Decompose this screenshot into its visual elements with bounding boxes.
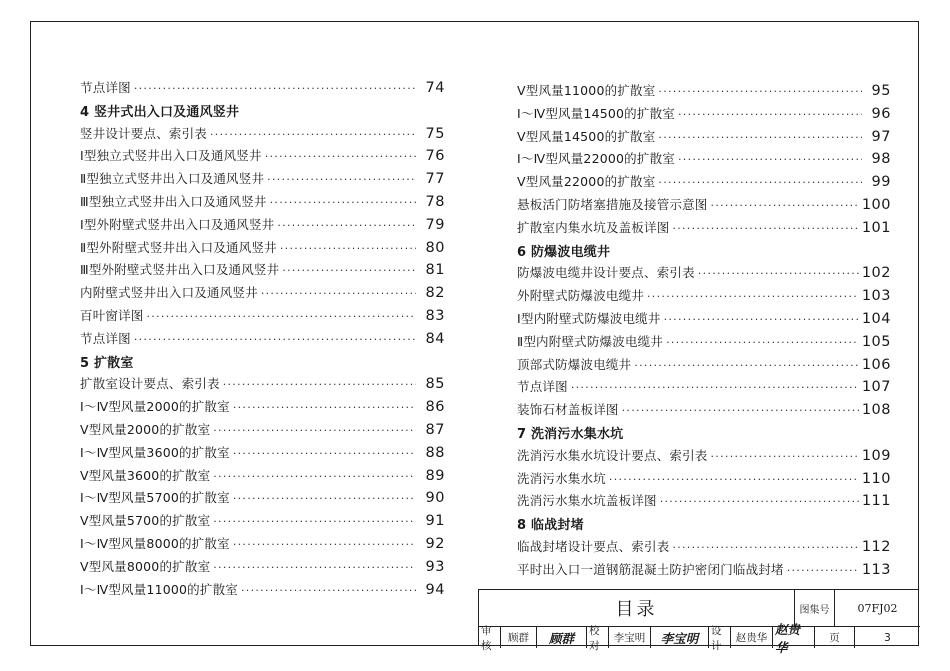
toc-entry-title: Ⅴ型风量3600的扩散室 <box>80 467 211 483</box>
toc-page-number: 88 <box>425 444 445 461</box>
toc-entry-title: 扩散室设计要点、索引表 <box>80 376 220 392</box>
toc-page-number: 77 <box>425 171 445 188</box>
dot-leader <box>678 108 862 121</box>
section-title: 5 扩散室 <box>80 355 134 371</box>
dot-leader <box>213 561 416 574</box>
toc-page-number: 98 <box>871 151 891 168</box>
section-title: 4 竖井式出入口及通风竖井 <box>80 104 240 120</box>
designer-signature: 赵贵华 <box>773 627 815 648</box>
toc-page-number: 87 <box>425 421 445 438</box>
dot-leader <box>241 584 416 597</box>
toc-entry-title: 洗消污水集水坑 <box>517 470 606 486</box>
toc-section-heading <box>80 352 445 375</box>
toc-page-number: 86 <box>425 399 445 416</box>
dot-leader <box>147 310 416 323</box>
toc-section-heading <box>80 101 445 124</box>
dot-leader <box>233 492 416 505</box>
dot-leader <box>672 222 858 235</box>
dot-leader <box>664 313 859 326</box>
dot-leader <box>658 85 862 98</box>
toc-page-number: 76 <box>425 148 445 165</box>
dot-leader <box>265 150 416 163</box>
toc-page-number: 95 <box>871 83 891 99</box>
toc-page-number: 109 <box>861 447 891 464</box>
toc-entry-title: 节点详图 <box>80 330 131 346</box>
doc-title: 目录 <box>479 590 795 626</box>
toc-entry-title: Ⅰ～Ⅳ型风量2000的扩散室 <box>80 399 230 415</box>
toc-entry[interactable] <box>80 124 445 147</box>
toc-right-column <box>517 81 891 583</box>
toc-entry[interactable] <box>517 355 891 378</box>
checker-name: 李宝明 <box>609 627 651 648</box>
dot-leader <box>711 450 859 463</box>
dot-leader <box>280 242 416 255</box>
toc-entry-title: 悬板活门防堵塞措施及接管示意图 <box>517 196 708 212</box>
toc-entry[interactable] <box>517 81 891 104</box>
toc-entry-title: 装饰石材盖板详图 <box>517 402 619 418</box>
toc-entry[interactable] <box>80 215 445 238</box>
toc-entry[interactable] <box>80 580 445 603</box>
atlas-number-value: 07FJ02 <box>857 601 898 615</box>
toc-page-number: 94 <box>425 581 445 598</box>
toc-page-number: 107 <box>861 379 891 396</box>
dot-leader <box>233 538 416 551</box>
toc-entry[interactable] <box>80 466 445 489</box>
toc-page-number: 112 <box>861 538 891 555</box>
toc-entry-title: 平时出入口一道钢筋混凝土防护密闭门临战封堵 <box>517 561 784 577</box>
toc-page-number: 103 <box>861 288 891 305</box>
toc-entry[interactable] <box>517 491 891 514</box>
toc-page-number: 83 <box>425 307 445 324</box>
toc-page-number: 106 <box>861 356 891 373</box>
toc-page-number: 82 <box>425 285 445 302</box>
toc-entry-title: Ⅰ～Ⅳ型风量14500的扩散室 <box>517 105 675 121</box>
dot-leader <box>223 378 416 391</box>
check-label: 校对 <box>587 627 609 648</box>
toc-entry[interactable] <box>517 332 891 355</box>
toc-entry[interactable] <box>80 169 445 192</box>
toc-entry-title: Ⅰ～Ⅳ型风量3600的扩散室 <box>80 444 230 460</box>
dot-leader <box>233 447 416 460</box>
dot-leader <box>270 196 416 209</box>
toc-entry-title: 节点详图 <box>517 379 568 395</box>
dot-leader <box>134 333 416 346</box>
toc-entry[interactable] <box>80 283 445 306</box>
toc-page-number: 102 <box>861 265 891 282</box>
toc-entry-title: Ⅰ型内附壁式防爆波电缆井 <box>517 310 661 326</box>
toc-section-heading <box>517 514 891 537</box>
design-label: 设计 <box>709 627 731 648</box>
toc-entry-title: Ⅴ型风量14500的扩散室 <box>517 128 656 144</box>
toc-entry[interactable] <box>517 218 891 241</box>
dot-leader <box>698 267 859 280</box>
toc-page-number: 89 <box>425 467 445 484</box>
toc-entry[interactable] <box>80 78 445 101</box>
dot-leader <box>660 495 859 508</box>
toc-entry[interactable] <box>517 286 891 309</box>
toc-page-number: 80 <box>425 239 445 256</box>
toc-page-number: 96 <box>871 105 891 122</box>
toc-entry-title: Ⅴ型风量8000的扩散室 <box>80 558 211 574</box>
toc-page-number: 78 <box>425 193 445 210</box>
dot-leader <box>647 290 859 303</box>
toc-entry[interactable] <box>517 127 891 150</box>
toc-entry[interactable] <box>517 195 891 218</box>
toc-entry[interactable] <box>517 104 891 127</box>
dot-leader <box>267 173 416 186</box>
dot-leader <box>678 153 862 166</box>
toc-entry[interactable] <box>80 329 445 352</box>
toc-page-number: 75 <box>425 125 445 142</box>
toc-page-number: 108 <box>861 402 891 419</box>
section-title: 6 防爆波电缆井 <box>517 244 611 260</box>
toc-entry[interactable] <box>80 443 445 466</box>
toc-entry-title: Ⅱ型独立式竖井出入口及通风竖井 <box>80 171 265 187</box>
toc-entry-title: Ⅰ～Ⅳ型风量8000的扩散室 <box>80 535 230 551</box>
toc-section-heading <box>517 241 891 264</box>
toc-entry[interactable] <box>80 306 445 329</box>
dot-leader <box>261 287 416 300</box>
review-label: 审核 <box>479 627 501 648</box>
toc-entry[interactable] <box>80 534 445 557</box>
toc-page-number: 84 <box>425 330 445 347</box>
checker-signature: 李宝明 <box>651 627 709 648</box>
dot-leader <box>210 128 416 141</box>
toc-entry-title: 洗消污水集水坑设计要点、索引表 <box>517 447 708 463</box>
toc-page-number: 101 <box>861 219 891 236</box>
section-title: 8 临战封堵 <box>517 518 584 534</box>
toc-left-column <box>80 78 445 602</box>
toc-entry-title: 外附壁式防爆波电缆井 <box>517 288 645 304</box>
dot-leader <box>282 264 416 277</box>
section-title: 7 洗消污水集水坑 <box>517 426 624 442</box>
toc-entry[interactable] <box>80 146 445 169</box>
toc-entry-title: Ⅰ～Ⅳ型风量11000的扩散室 <box>80 581 238 597</box>
toc-page-number: 105 <box>861 333 891 350</box>
toc-entry[interactable] <box>80 260 445 283</box>
toc-entry-title: 防爆波电缆井设计要点、索引表 <box>517 265 695 281</box>
toc-page-number: 92 <box>425 535 445 552</box>
toc-entry[interactable] <box>517 469 891 492</box>
toc-entry-title: Ⅴ型风量22000的扩散室 <box>517 174 656 190</box>
toc-entry[interactable] <box>517 263 891 286</box>
toc-page-number: 110 <box>861 470 891 487</box>
designer-name: 赵贵华 <box>731 627 773 648</box>
toc-entry[interactable] <box>80 511 445 534</box>
toc-entry[interactable] <box>517 560 891 583</box>
reviewer-signature: 顾群 <box>537 627 587 648</box>
toc-entry[interactable] <box>80 557 445 580</box>
toc-entry[interactable] <box>80 397 445 420</box>
toc-entry[interactable] <box>517 446 891 469</box>
toc-page-number: 91 <box>425 513 445 530</box>
toc-page-number: 99 <box>871 174 891 191</box>
toc-entry-title: 内附壁式竖井出入口及通风竖井 <box>80 285 258 301</box>
toc-entry-title: Ⅴ型风量2000的扩散室 <box>80 421 211 437</box>
dot-leader <box>658 131 862 144</box>
toc-page-number: 97 <box>871 128 891 145</box>
approval-row <box>479 621 920 655</box>
dot-leader <box>711 199 859 212</box>
toc-entry-title: Ⅴ型风量5700的扩散室 <box>80 513 211 529</box>
toc-entry-title: 顶部式防爆波电缆井 <box>517 356 632 372</box>
page-number: 3 <box>884 631 891 644</box>
toc-entry[interactable] <box>517 377 891 400</box>
toc-entry-title: Ⅰ～Ⅳ型风量5700的扩散室 <box>80 490 230 506</box>
dot-leader <box>634 359 859 372</box>
toc-page-number: 113 <box>861 561 891 578</box>
toc-entry-title: Ⅰ型外附壁式竖井出入口及通风竖井 <box>80 216 275 232</box>
dot-leader <box>233 401 416 414</box>
toc-entry[interactable] <box>80 374 445 397</box>
toc-page-number: 111 <box>861 493 891 510</box>
toc-entry-title: 临战封堵设计要点、索引表 <box>517 538 670 554</box>
toc-entry[interactable] <box>517 149 891 172</box>
atlas-number-label: 图集号 <box>795 590 835 626</box>
toc-entry-title: Ⅱ型内附壁式防爆波电缆井 <box>517 333 664 349</box>
toc-page-number: 100 <box>861 196 891 213</box>
toc-page-number: 81 <box>425 262 445 279</box>
dot-leader <box>787 564 859 577</box>
dot-leader <box>213 515 416 528</box>
dot-leader <box>213 424 416 437</box>
toc-page-number: 74 <box>425 80 445 96</box>
title-block <box>478 589 919 655</box>
toc-entry-title: Ⅰ～Ⅳ型风量22000的扩散室 <box>517 151 675 167</box>
toc-entry-title: 洗消污水集水坑盖板详图 <box>517 493 657 509</box>
toc-entry[interactable] <box>517 400 891 423</box>
toc-entry-title: 百叶窗详图 <box>80 307 144 323</box>
dot-leader <box>672 541 858 554</box>
toc-page-number: 90 <box>425 490 445 507</box>
dot-leader <box>622 404 859 417</box>
toc-entry-title: 节点详图 <box>80 80 131 95</box>
toc-entry-title: Ⅰ型独立式竖井出入口及通风竖井 <box>80 148 262 164</box>
toc-entry[interactable] <box>80 192 445 215</box>
dot-leader <box>609 473 859 486</box>
toc-entry-title: Ⅴ型风量11000的扩散室 <box>517 83 656 98</box>
reviewer-name: 顾群 <box>501 627 537 648</box>
dot-leader <box>666 336 859 349</box>
dot-leader <box>658 176 862 189</box>
toc-entry-title: Ⅱ型外附壁式竖井出入口及通风竖井 <box>80 239 277 255</box>
toc-entry-title: 竖井设计要点、索引表 <box>80 125 208 141</box>
page-label: 页 <box>815 627 855 648</box>
dot-leader <box>213 470 416 483</box>
toc-entry-title: Ⅲ型外附壁式竖井出入口及通风竖井 <box>80 262 280 278</box>
dot-leader <box>277 219 416 232</box>
dot-leader <box>571 381 859 394</box>
toc-entry-title: Ⅲ型独立式竖井出入口及通风竖井 <box>80 193 267 209</box>
toc-entry[interactable] <box>80 238 445 261</box>
toc-entry[interactable] <box>517 309 891 332</box>
toc-page-number: 93 <box>425 558 445 575</box>
toc-entry[interactable] <box>517 172 891 195</box>
toc-page-number: 79 <box>425 216 445 233</box>
toc-entry-title: 扩散室内集水坑及盖板详图 <box>517 219 670 235</box>
toc-page-number: 85 <box>425 376 445 393</box>
toc-entry[interactable] <box>80 420 445 443</box>
toc-page-number: 104 <box>861 310 891 327</box>
toc-section-heading <box>517 423 891 446</box>
dot-leader <box>134 82 416 95</box>
toc-entry[interactable] <box>517 537 891 560</box>
toc-entry[interactable] <box>80 488 445 511</box>
